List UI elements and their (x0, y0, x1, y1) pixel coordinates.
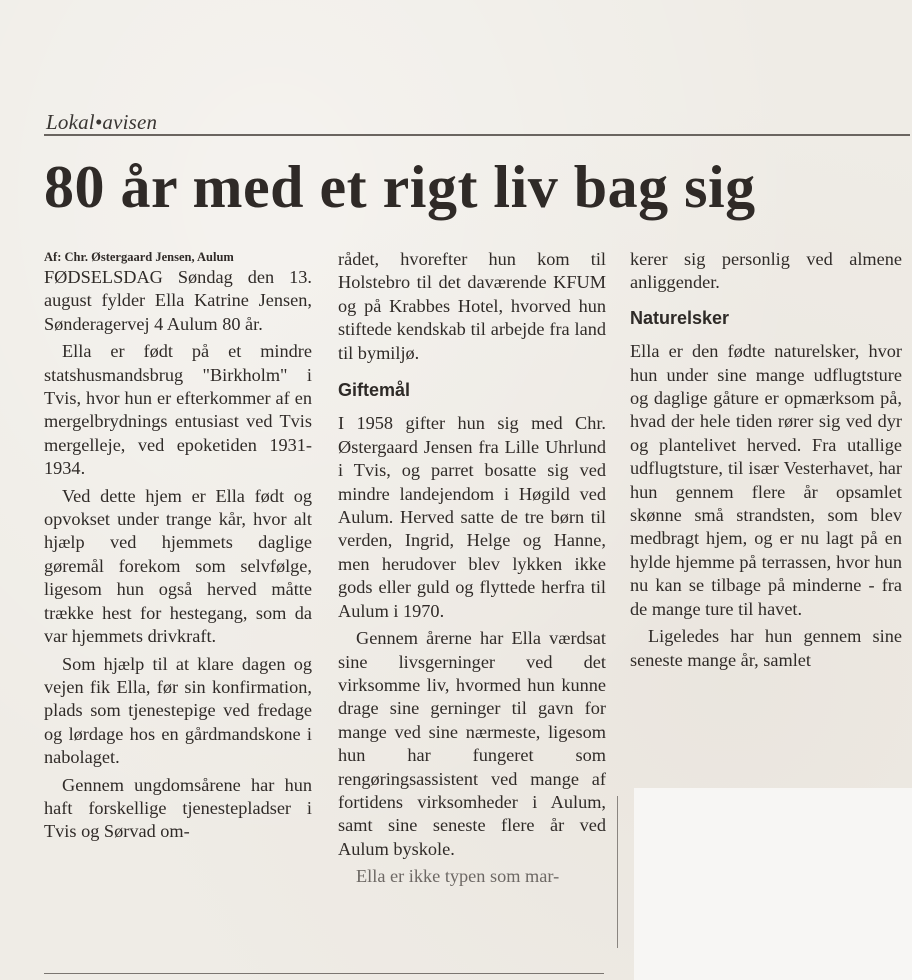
blank-area (634, 788, 912, 980)
article-column-1 (44, 248, 312, 844)
bottom-divider (44, 973, 604, 974)
article-column-2 (338, 248, 606, 889)
paragraph: kerer sig personlig ved almene anliggender. (630, 249, 902, 293)
paragraph: FØDSELSDAG Søndag den 13. august fylder Ella Katrine Jensen, Sønderagervej 4 Aulum 80 år. (44, 267, 312, 334)
subheading-marriage: Giftemål (338, 380, 411, 401)
top-divider (44, 134, 910, 136)
article-column-3 (630, 248, 902, 672)
paragraph: Gennem ungdomsårene har hun haft forskellige tjenestepladser i Tvis og Sørvad om- (44, 774, 312, 842)
paragraph: Som hjælp til at klare dagen og vejen fik Ella, før sin konfirmation, plads som tjenestepige ved fredage og lørdage hos en gårdmandskone i nabolaget. (44, 653, 312, 768)
paragraph: Gennem årerne har Ella værdsat sine livsgerninger ved det virksomme liv, hvormed hun kunne drage sine gerninger til gavn for mange ved sine nærmeste, ligesom hun har fungeret som rengøringsassistent ved mange af fortidens virksomheder i Aulum, samt sine seneste flere år ved Aulum byskole. (338, 628, 606, 859)
paragraph: Ligeledes har hun gennem sine seneste mange år, samlet (630, 626, 902, 670)
paragraph: I 1958 gifter hun sig med Chr. Østergaard Jensen fra Lille Uhrlund i Tvis, og parret bosatte sig ved mindre landejendom i Høgild ved Aulum. Herved satte de tre børn til verden, Ingrid, Helge og Hanne, men herudover blev lykken ikke gods eller guld og flyttede herfra til Aulum i 1970. (338, 413, 606, 621)
newspaper-name: Lokal•avisen (46, 110, 158, 134)
paragraph: Ved dette hjem er Ella født og opvokset under trange kår, hvor alt hjælp ved hjemmets daglige gøremål forekom som selvfølge, ligesom hun også herved måtte trække hest for hestegang, som da var hjemmets drivkraft. (44, 485, 312, 647)
subheading-nature: Naturelsker (630, 307, 730, 328)
byline: Af: Chr. Østergaard Jensen, Aulum (44, 250, 234, 264)
headline: 80 år med et rigt liv bag sig (44, 154, 756, 220)
column-divider (617, 796, 618, 948)
paragraph: Ella er født på et mindre statshusmandsbrug "Birkholm" i Tvis, hvor hun er efterkommer af en mergelbrydnings entusiast ved Tvis mergelleje, ved epoketiden 1931-1934. (44, 341, 312, 479)
paragraph: rådet, hvorefter hun kom til Holstebro til det daværende KFUM og på Krabbes Hotel, hvorved hun stiftede kendskab til arbejde fra land til bymiljø. (338, 249, 606, 363)
paragraph: Ella er ikke typen som mar- (356, 866, 560, 887)
paragraph: Ella er den fødte naturelsker, hvor hun under sine mange udflugtsture og daglige gåture er opmærksom på, hvad der hele tiden rører sig ved dyr og plantelivet herved. Fra utallige udflugtsture, til især Vesterhavet, har hun gennem flere år opsamlet skønne små strandsten, som blev medbragt hjem, og er nu lagt på en hylde hjemme på terrassen, hvor hun nu kan se tilbage på minderne - fra de mange ture til havet. (630, 341, 902, 619)
